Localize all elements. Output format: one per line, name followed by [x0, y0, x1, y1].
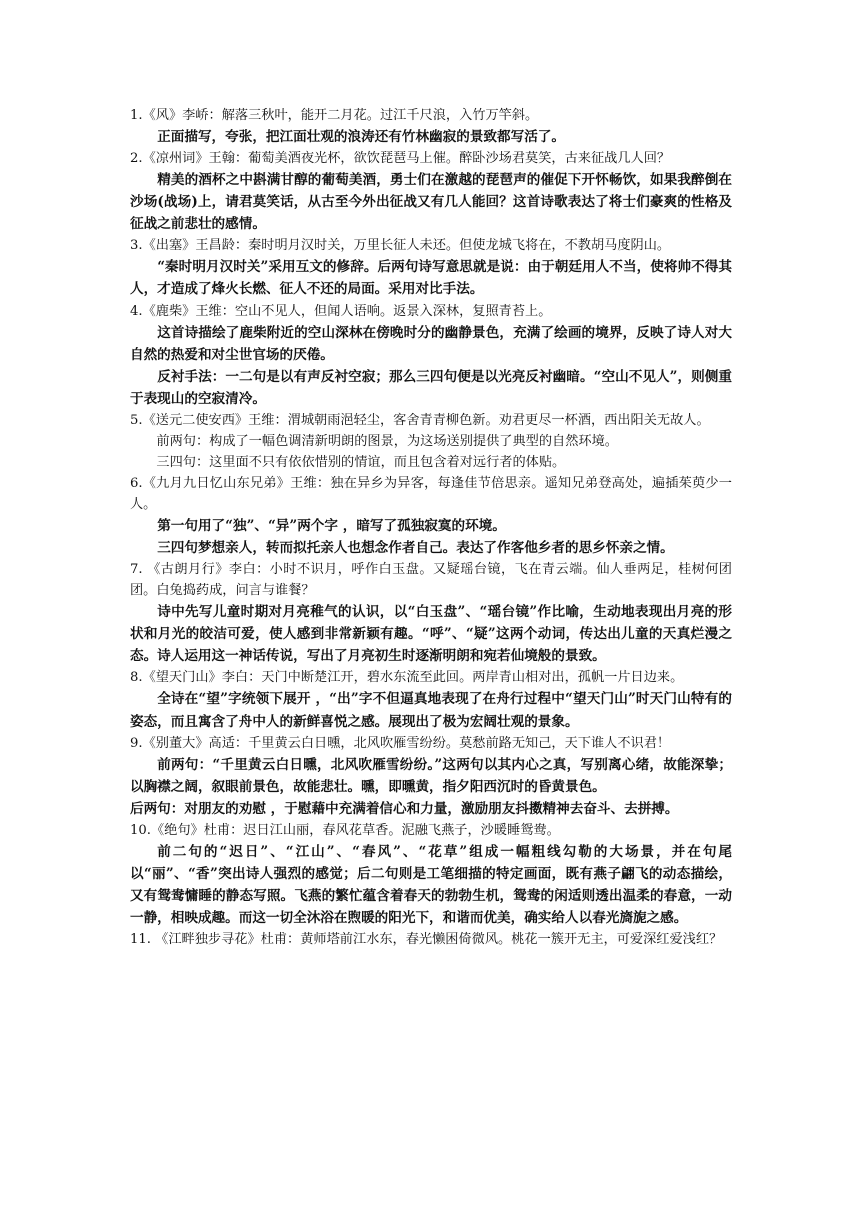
commentary-paragraph: 反衬手法：一二句是以有声反衬空寂；那么三四句便是以光亮反衬幽暗。“空山不见人”，则侧重于表现山的空寂清冷。	[130, 368, 732, 407]
poem-line: 10.《绝句》杜甫：迟日江山丽，春风花草香。泥融飞燕子，沙暖睡鸳鸯。	[130, 822, 560, 838]
commentary-paragraph: 这首诗描绘了鹿柴附近的空山深林在傍晚时分的幽静景色，充满了绘画的境界，反映了诗人对大自然的热爱和对尘世官场的厌倦。	[130, 324, 732, 363]
commentary-paragraph: 全诗在“望”字统领下展开 ，“出”字不但逼真地表现了在舟行过程中“望天门山”时天门山特有的姿态，而且寓含了舟中人的新鲜喜悦之感。展现出了极为宏阔壮观的景象。	[130, 691, 732, 730]
poem-line: 4.《鹿柴》王维：空山不见人，但闻人语响。返景入深林，复照青苔上。	[130, 303, 552, 319]
commentary-paragraph: 前两句：“千里黄云白日曛，北风吹雁雪纷纷。”这两句以其内心之真，写别离心绪，故能深挚；以胸襟之阔，叙眼前景色，故能悲壮。曛，即曛黄，指夕阳西沉时的昏黄景色。	[130, 756, 732, 795]
commentary-paragraph: 前两句：构成了一幅色调清新明朗的图景，为这场送别提供了典型的自然环境。	[156, 433, 618, 449]
poem-line: 6.《九月九日忆山东兄弟》王维：独在异乡为异客，每逢佳节倍思亲。遥知兄弟登高处，遍插茱萸少一人。	[130, 475, 732, 512]
poem-line: 11. 《江畔独步寻花》杜甫：黄师塔前江水东，春光懒困倚微风。桃花一簇开无主，可爱深红爱浅红？	[130, 932, 723, 948]
poem-line: 8.《望天门山》李白：天门中断楚江开，碧水东流至此回。两岸青山相对出，孤帆一片日边来。	[130, 670, 684, 686]
poem-line: 5.《送元二使安西》王维：渭城朝雨浥轻尘，客舍青青柳色新。劝君更尽一杯酒，西出阳关无故人。	[130, 412, 710, 428]
commentary-paragraph: 诗中先写儿童时期对月亮稚气的认识，以“白玉盘”、“瑶台镜”作比喻，生动地表现出月亮的形状和月光的皎洁可爱，使人感到非常新颖有趣。“呼”、“疑”这两个动词，传达出儿童的天真烂漫之态。诗人运用这一神话传说，写出了月亮初生时逐渐明朗和宛若仙境般的景致。	[130, 604, 732, 665]
commentary-paragraph: 后两句：对朋友的劝慰 ，于慰藉中充满着信心和力量，激励朋友抖擞精神去奋斗、去拼搏。	[130, 800, 679, 817]
document-body	[130, 105, 732, 950]
poem-line: 7. 《古朗月行》李白：小时不识月，呼作白玉盘。又疑瑶台镜，飞在青云端。仙人垂两足，桂树何团团。白兔捣药成，问言与谁餐？	[130, 562, 732, 599]
commentary-paragraph: 三四句：这里面不只有依依惜别的情谊，而且包含着对远行者的体贴。	[156, 454, 566, 470]
commentary-paragraph: 三四句梦想亲人，转而拟托亲人也想念作者自己。表达了作客他乡者的思乡怀亲之情。	[157, 540, 674, 557]
commentary-paragraph: 第一句用了“独”、“异”两个字 ，暗写了孤独寂寞的环境。	[157, 517, 506, 534]
commentary-paragraph: 前二句的“迟日”、“江山”、“春风”、“花草”组成一幅粗线勾勒的大场景，并在句尾以“丽”、“香”突出诗人强烈的感觉；后二句则是工笔细描的特定画面，既有燕子翩飞的动态描绘，又有鸳鸯慵睡的静态写照。飞燕的繁忙蕴含着春天的勃勃生机，鸳鸯的闲适则透出温柔的春意，一动一静，相映成趣。而这一切全沐浴在煦暖的阳光下，和谐而优美，确实给人以春光旖旎之感。	[130, 843, 732, 927]
commentary-paragraph: 精美的酒杯之中斟满甘醇的葡萄美酒，勇士们在激越的琵琶声的催促下开怀畅饮，如果我醉倒在沙场(战场)上，请君莫笑话，从古至今外出征战又有几人能回？这首诗歌表达了将士们豪爽的性格及征战之前悲壮的感情。	[130, 172, 732, 233]
commentary-paragraph: “秦时明月汉时关”采用互文的修辞。后两句诗写意思就是说：由于朝廷用人不当，使将帅不得其人，才造成了烽火长燃、征人不还的局面。采用对比手法。	[130, 259, 732, 298]
poem-line: 1.《风》李峤：解落三秋叶，能开二月花。过江千尺浪，入竹万竿斜。	[130, 108, 539, 123]
poem-line: 3.《出塞》王昌龄：秦时明月汉时关，万里长征人未还。但使龙城飞将在，不教胡马度阴山。	[130, 238, 671, 254]
poem-line: 2.《凉州词》王翰：葡萄美酒夜光杯，欲饮琵琶马上催。醉卧沙场君莫笑，古来征战几人回？	[130, 151, 671, 167]
commentary-paragraph: 正面描写，夸张，把江面壮观的浪涛还有竹林幽寂的景致都写活了。	[157, 129, 565, 145]
poem-line: 9.《别董大》高适：千里黄云白日曛，北风吹雁雪纷纷。莫愁前路无知己，天下谁人不识君！	[130, 735, 671, 751]
